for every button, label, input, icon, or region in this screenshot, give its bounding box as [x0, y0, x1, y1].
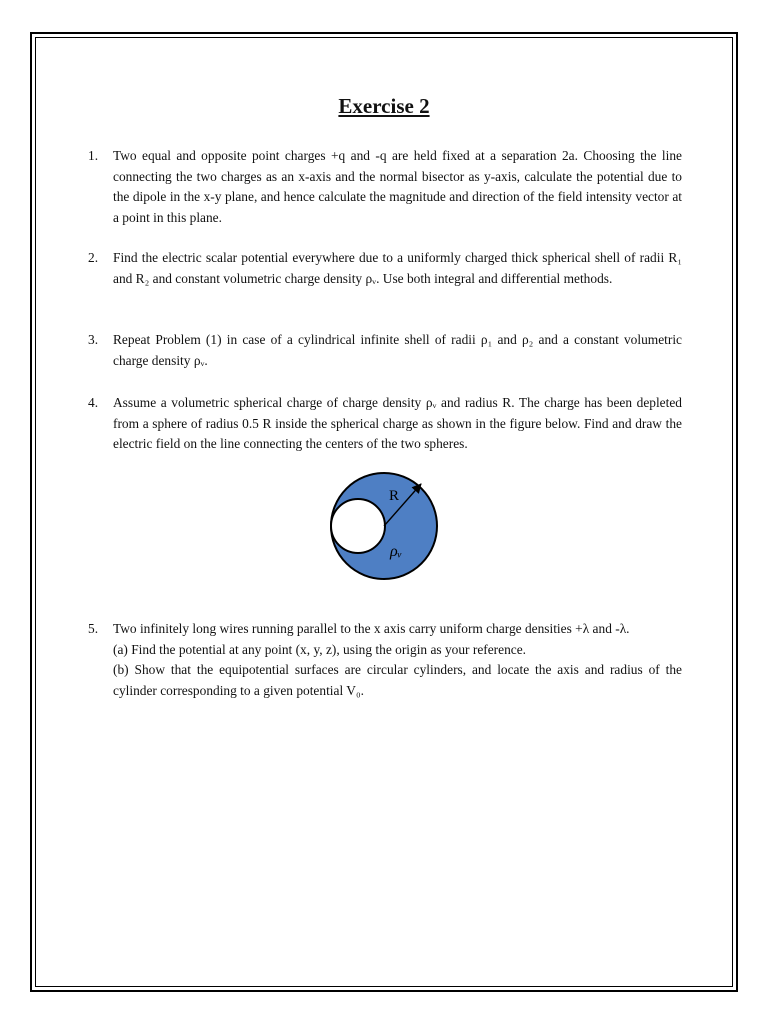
problem-number: 4.	[88, 395, 99, 410]
problem-part-b: (b) Show that the equipotential surfaces are circular cylinders, and locate the axis and radius of the cylinder corresponding to a given potential V₀.	[113, 662, 682, 699]
problem-text: Two equal and opposite point charges +q and -q are held fixed at a separation 2a. Choosing the line connecting the two charges as an x-axis and the normal bisector as y-axis, calculate the potential due to the dipole in the x-y plane, and hence calculate the magnitude and direction of the field intensity vector at a point in this plane.	[113, 148, 682, 226]
problem-text: Repeat Problem (1) in case of a cylindrical infinite shell of radii ρ₁ and ρ₂ and a constant volumetric charge density ρᵥ.	[113, 332, 682, 368]
problem-4	[88, 393, 682, 455]
problem-number: 5.	[88, 621, 99, 636]
depleted-cavity	[331, 499, 385, 553]
problem-text: Assume a volumetric spherical charge of charge density ρᵥ and radius R. The charge has been depleted from a sphere of radius 0.5 R inside the spherical charge as shown in the figure below. Find and draw the electric field on the line connecting the centers of the two spheres.	[113, 395, 682, 452]
problem-5	[88, 619, 682, 702]
charge-density-label: ρᵥ	[390, 543, 403, 560]
problem-2	[88, 248, 682, 289]
problem-number: 3.	[88, 332, 99, 347]
depleted-sphere-figure	[322, 464, 446, 588]
problem-3	[88, 330, 682, 371]
problem-text: Two infinitely long wires running parallel to the x axis carry uniform charge densities +λ and -λ.	[113, 621, 630, 636]
problem-number: 1.	[88, 148, 99, 163]
problem-number: 2.	[88, 250, 99, 265]
problem-1	[88, 146, 682, 229]
radius-label: R	[389, 488, 400, 504]
problem-part-a: (a) Find the potential at any point (x, y, z), using the origin as your reference.	[113, 641, 526, 657]
problem-text: Find the electric scalar potential everywhere due to a uniformly charged thick spherical shell of radii R₁ and R₂ and constant volumetric charge density ρᵥ. Use both integral and differential methods.	[113, 250, 682, 286]
page-title: Exercise 2	[338, 94, 430, 118]
